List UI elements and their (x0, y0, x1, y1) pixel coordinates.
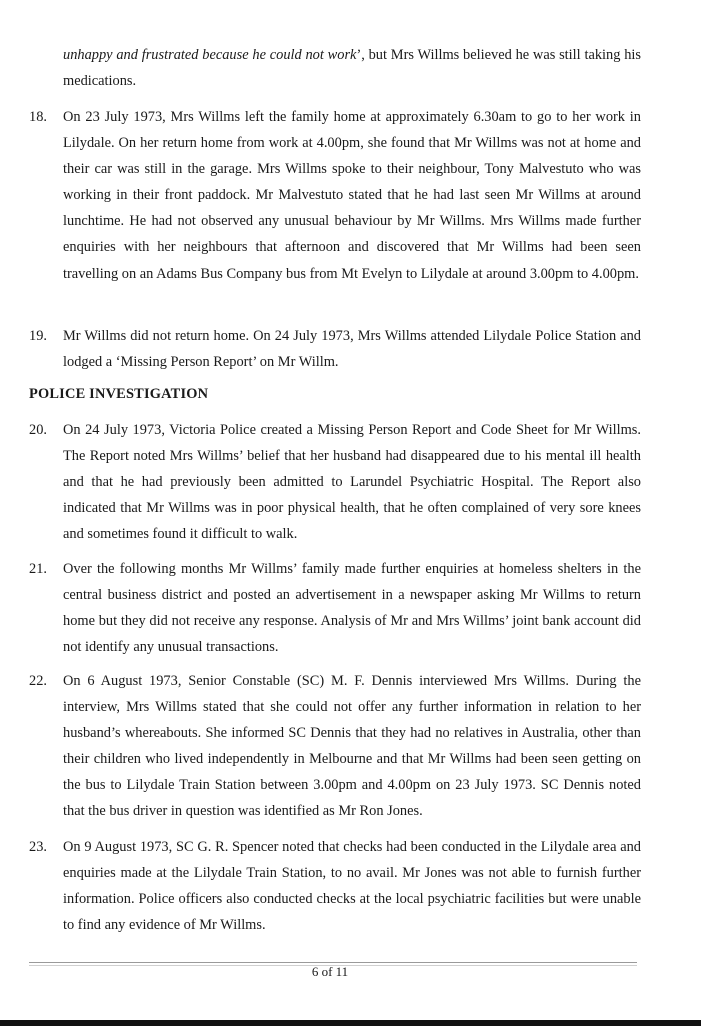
paragraph-number-19: 19. (29, 328, 47, 344)
paragraph-18-text: On 23 July 1973, Mrs Willms left the family home at approximately 6.30am to go to her work in Lilydale. On her return home from work at 4.00pm, she found that Mr Willms was not at home and their car was still in the garage. Mrs Willms spoke to their neighbour, Tony Malvestuto who was working in their front paddock. Mr Malvestuto stated that he had last seen Mr Willms at around lunchtime. He had not observed any unusual behaviour by Mr Willms. Mrs Willms made further enquiries with her neighbours that afternoon and discovered that Mr Willms had been seen travelling on an Adams Bus Company bus from Mt Evelyn to Lilydale at around 3.00pm to 4.00pm. (63, 109, 641, 282)
paragraph-number-22: 22. (29, 673, 47, 689)
paragraph-number-23: 23. (29, 839, 47, 855)
continuation-italic-text: unhappy and frustrated because he could not work (63, 47, 357, 63)
bottom-edge-bar (0, 1020, 701, 1026)
continuation-rest-text: ’, but Mrs Willms believed he was still taking his medications. (63, 47, 641, 90)
section-heading: POLICE INVESTIGATION (29, 386, 209, 402)
paragraph-20-text: On 24 July 1973, Victoria Police created a Missing Person Report and Code Sheet for Mr Willms. The Report noted Mrs Willms’ belief that her husband had disappeared due to his mental ill health and that he had previously been admitted to Larundel Psychiatric Hospital. The Report also indicated that Mr Willms was in poor physical health, that he often complained of very sore knees and sometimes found it difficult to walk. (63, 422, 641, 543)
paragraph-number-20: 20. (29, 422, 47, 438)
paragraph-23-text: On 9 August 1973, SC G. R. Spencer noted that checks had been conducted in the Lilydale area and enquiries made at the Lilydale Train Station, to no avail. Mr Jones was not able to furnish further information. Police officers also conducted checks at the local psychiatric facilities but were unable to find any evidence of Mr Willms. (63, 839, 641, 934)
paragraph-21-text: Over the following months Mr Willms’ family made further enquiries at homeless shelters in the central business district and posted an advertisement in a newspaper asking Mr Willms to return home but they did not receive any response. Analysis of Mr and Mrs Willms’ joint bank account did not identify any unusual transactions. (63, 561, 641, 656)
paragraph-19-text: Mr Willms did not return home. On 24 July 1973, Mrs Willms attended Lilydale Police Station and lodged a ‘Missing Person Report’ on Mr Willm. (63, 328, 641, 371)
paragraph-22-text: On 6 August 1973, Senior Constable (SC) M. F. Dennis interviewed Mrs Willms. During the interview, Mrs Willms stated that she could not offer any further information in relation to her husband’s whereabouts. She informed SC Dennis that they had no relatives in Australia, other than their children who lived independently in Melbourne and that Mr Willms had been seen getting on the bus to Lilydale Train Station between 3.00pm and 4.00pm on 23 July 1973. SC Dennis noted that the bus driver in question was identified as Mr Ron Jones. (63, 673, 641, 820)
paragraph-number-21: 21. (29, 561, 47, 577)
continuation-paragraph (63, 42, 641, 94)
page-number: 6 of 11 (311, 964, 349, 979)
paragraph-number-18: 18. (29, 109, 47, 125)
